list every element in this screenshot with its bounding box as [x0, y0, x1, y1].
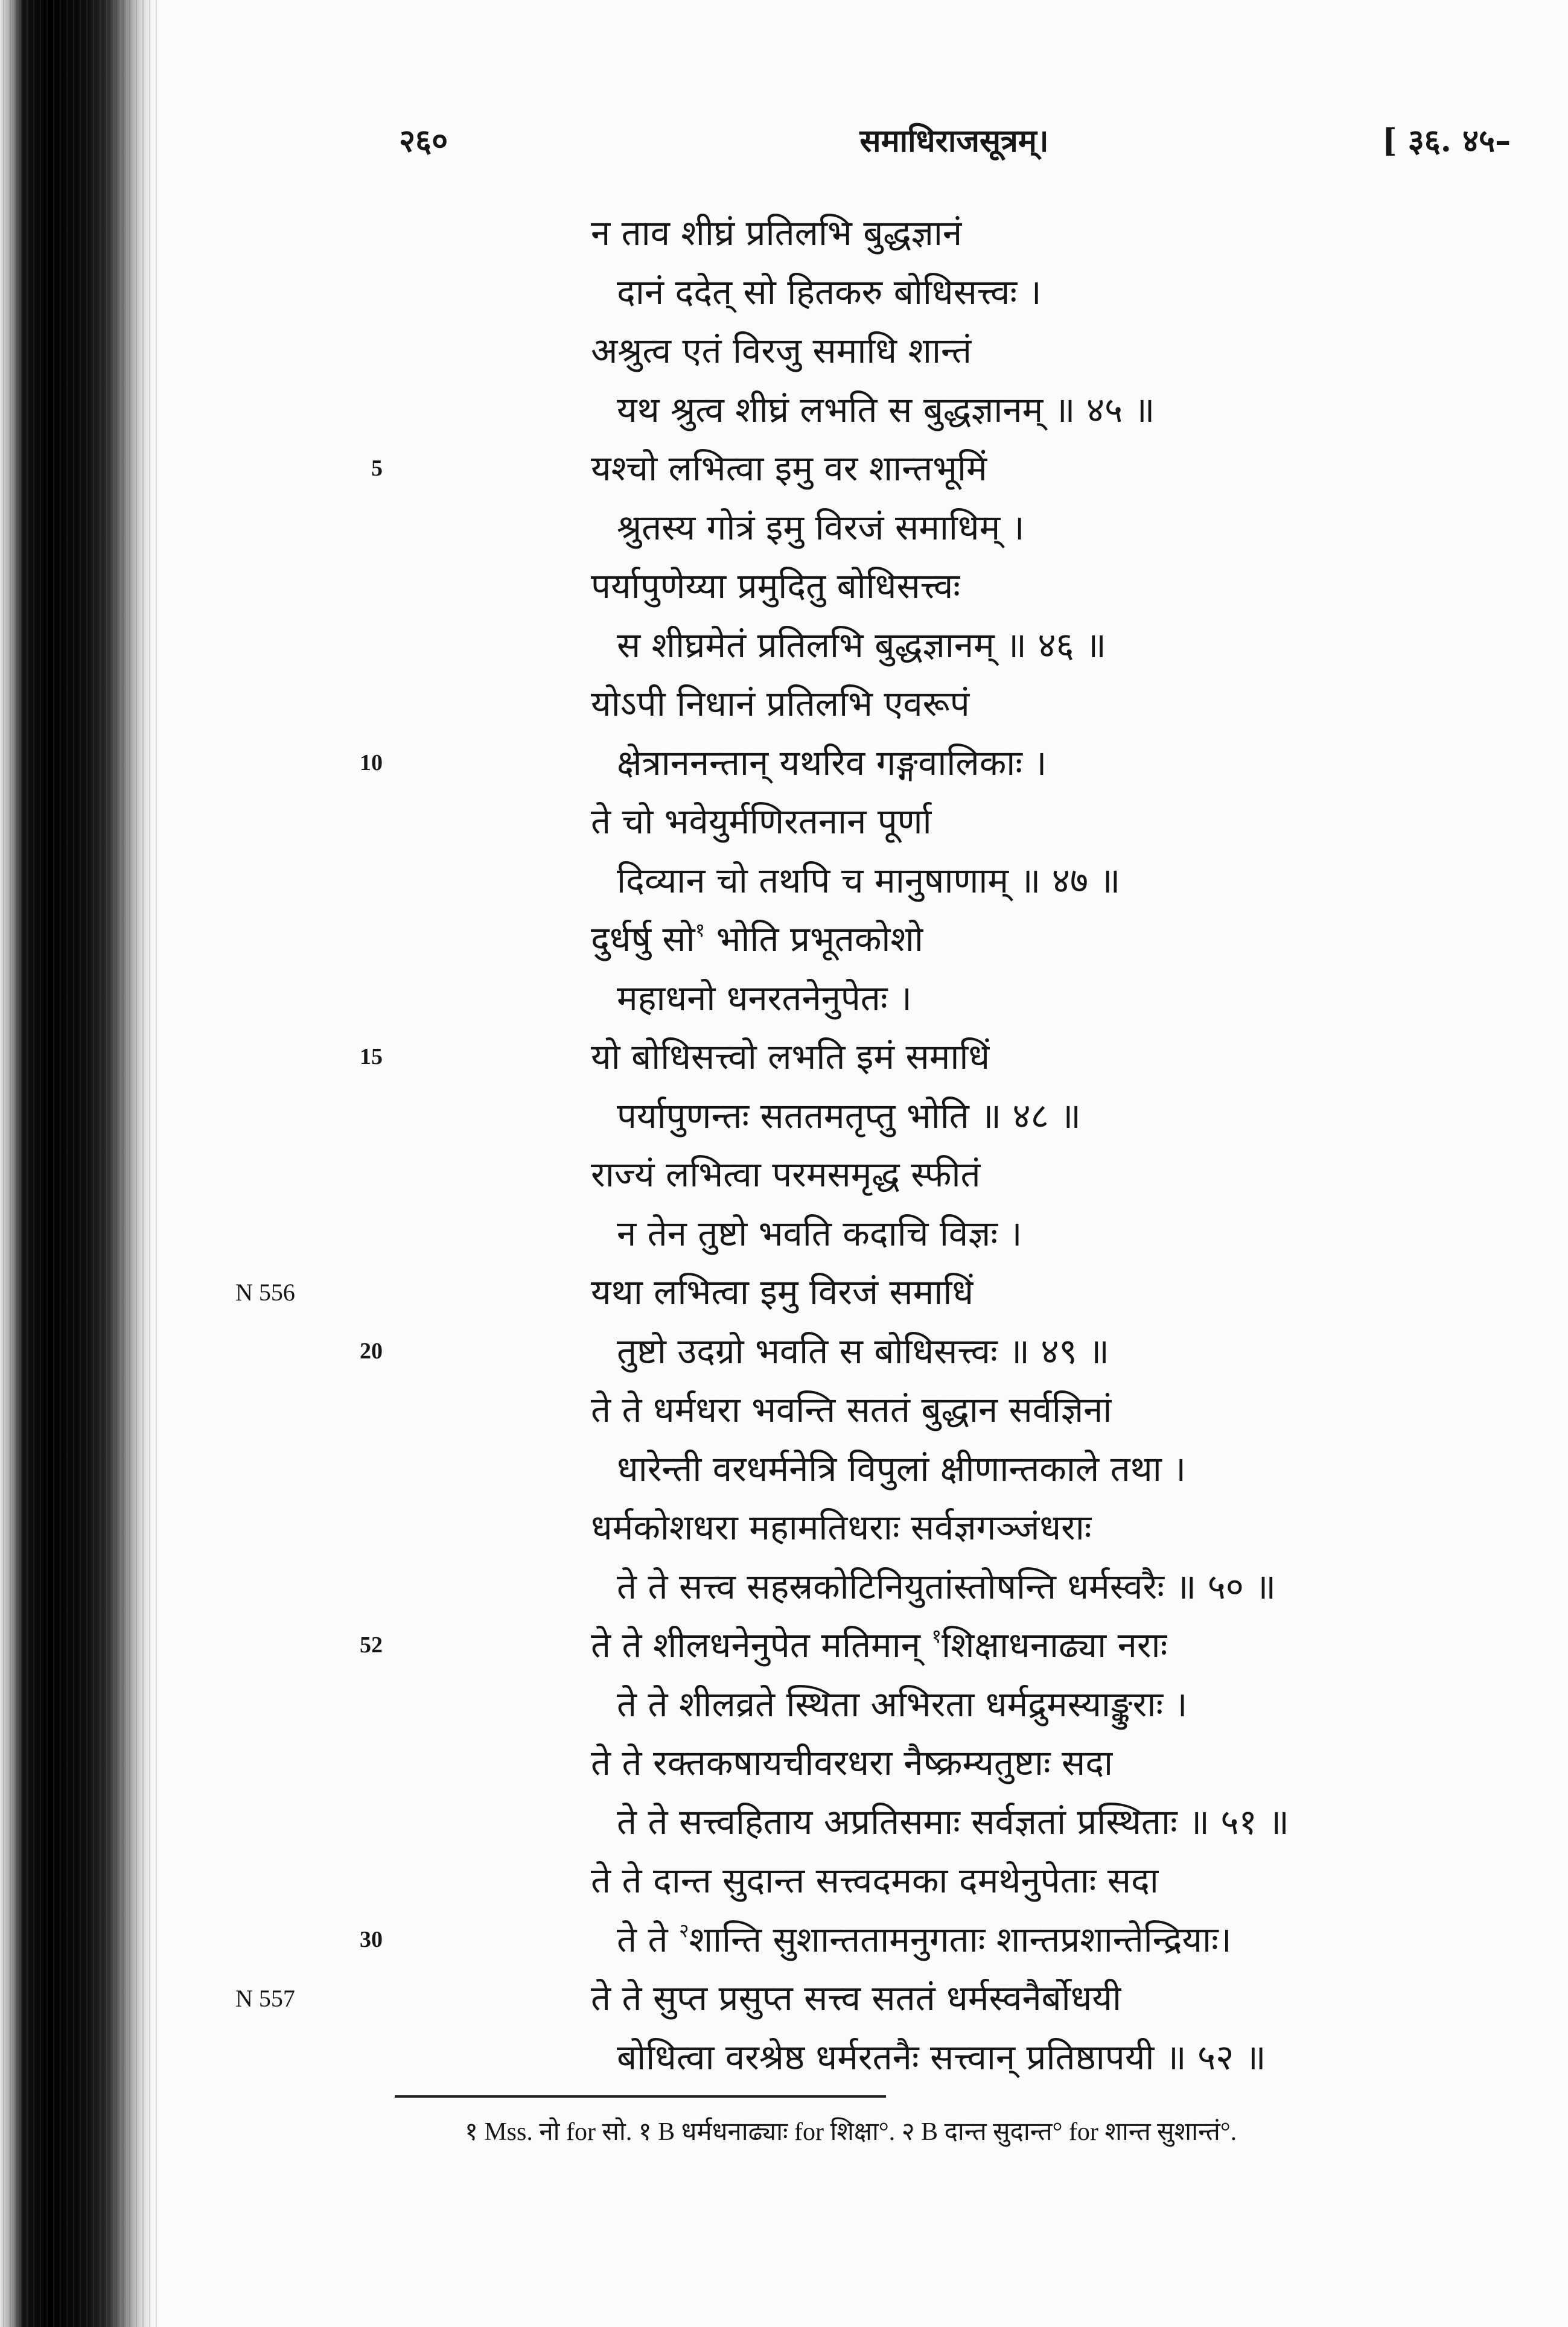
- line-number: 52: [360, 1632, 383, 1658]
- verse-text: दानं ददेत् सो हितकरु बोधिसत्त्वः ।: [617, 271, 1042, 313]
- line-number: 15: [360, 1044, 383, 1069]
- verse-text: यथा लभित्वा इमु विरजं समाधिं: [591, 1272, 974, 1313]
- line-number: 20: [360, 1338, 383, 1364]
- verse-line: [0, 1793, 1568, 1852]
- verse-line: [0, 852, 1568, 911]
- margin-note: N 557: [235, 1985, 295, 2012]
- footnote-marker: १: [695, 918, 706, 942]
- verse-line: [0, 734, 1568, 793]
- verse-text-part: शिक्षाधनाढ्या नराः: [941, 1625, 1168, 1666]
- verse-text-part: भोति प्रभूतकोशो: [705, 918, 923, 960]
- verse-line: [0, 1263, 1568, 1322]
- verse-text: दिव्यान चो तथपि च मानुषाणाम् ॥ ४७ ॥: [617, 859, 1121, 901]
- verse-text: तुष्टो उदग्रो भवति स बोधिसत्त्वः ॥ ४९ ॥: [617, 1330, 1109, 1372]
- verse-text: ते ते धर्मधरा भवन्ति सततं बुद्धान सर्वज्ञिनां: [591, 1389, 1112, 1430]
- line-number: 30: [360, 1926, 383, 1952]
- verse-line: [0, 557, 1568, 616]
- verse-text: ते ते सत्त्व सहस्रकोटिनियुतांस्तोषन्ति धर्मस्वरैः ॥ ५० ॥: [617, 1565, 1276, 1607]
- verse-text: न तेन तुष्टो भवति कदाचि विज्ञः ।: [617, 1212, 1022, 1254]
- verse-line: [0, 1145, 1568, 1205]
- footnote-marker: १: [931, 1625, 942, 1648]
- verse-text: धर्मकोशधरा महामतिधराः सर्वज्ञगञ्जंधराः: [591, 1507, 1092, 1548]
- verse-text: ते ते सुप्त प्रसुप्त सत्त्व सततं धर्मस्वनैर्बोधयी: [591, 1978, 1122, 2019]
- verse-line: [0, 1498, 1568, 1558]
- verse-text: ते ते दान्त सुदान्त सत्त्वदमका दमथेनुपेताः सदा: [591, 1860, 1159, 1901]
- verse-text-part: दुर्धर्षु सो: [591, 918, 695, 960]
- verse-line: [0, 1558, 1568, 1617]
- verse-text: यो बोधिसत्त्वो लभति इमं समाधिं: [591, 1036, 990, 1077]
- verse-line: [0, 2028, 1568, 2087]
- verse-text: पर्यापुणेय्या प्रमुदितु बोधिसत्त्वः: [591, 565, 961, 606]
- footnote-rule: [395, 2095, 886, 2098]
- verse-text-part: ते ते शीलधनेनुपेत मतिमान्: [591, 1625, 932, 1666]
- verse-line: [0, 616, 1568, 675]
- verse-line: [0, 1675, 1568, 1734]
- verse-line: [0, 969, 1568, 1028]
- verse-text: पर्यापुणन्तः सततमतृप्तु भोति ॥ ४८ ॥: [617, 1095, 1081, 1136]
- verse-text: ते ते सत्त्वहिताय अप्रतिसमाः सर्वज्ञतां प्रस्थिताः ॥ ५१ ॥: [617, 1801, 1289, 1842]
- verse-line: [0, 1851, 1568, 1911]
- line-number: 10: [360, 750, 383, 775]
- verse-line: [0, 1205, 1568, 1264]
- footnote: १ Mss. नो for सो. १ B धर्मधनाढ्याः for शिक्षा°. २ B दान्त सुदान्त° for शान्त सुशान्तं°.: [465, 2118, 1237, 2146]
- footnote-marker: २: [679, 1918, 689, 1942]
- verse-line: [0, 1322, 1568, 1381]
- verse-line: [0, 381, 1568, 440]
- verse-text: [591, 1616, 1167, 1675]
- verse-line: [0, 792, 1568, 852]
- verse-text: राज्यं लभित्वा परमसमृद्ध स्फीतं: [591, 1154, 981, 1195]
- verse-text: [617, 1911, 1232, 1970]
- verse-text: [591, 910, 923, 969]
- verse-text: धारेन्ती वरधर्मनेत्रि विपुलां क्षीणान्तकाले तथा ।: [617, 1448, 1187, 1489]
- verse-text-part: शान्ति सुशान्ततामनुगताः शान्तप्रशान्तेन्द्रियाः।: [689, 1918, 1232, 1960]
- margin-note: N 556: [235, 1279, 295, 1306]
- verse-line: [0, 675, 1568, 734]
- verse-text: ते चो भवेयुर्मणिरतनान पूर्णा: [591, 801, 932, 842]
- verse-line: [0, 439, 1568, 498]
- verse-text: बोधित्वा वरश्रेष्ठ धर्मरतनैः सत्त्वान् प्रतिष्ठापयी ॥ ५२ ॥: [617, 2036, 1266, 2078]
- verse-line: [0, 1911, 1568, 1970]
- verse-text: महाधनो धनरतनेनुपेतः ।: [617, 977, 912, 1019]
- verse-line: [0, 910, 1568, 969]
- verse-line: [0, 322, 1568, 381]
- verse-text: ते ते शीलव्रते स्थिता अभिरता धर्मद्रुमस्याङ्कुराः ।: [617, 1683, 1188, 1725]
- line-number: 5: [371, 456, 383, 481]
- verse-line: [0, 1969, 1568, 2028]
- verse-line: [0, 1028, 1568, 1087]
- verse-text-part: ते ते: [617, 1918, 679, 1960]
- verse-line: [0, 498, 1568, 558]
- running-title: समाधिराजसूत्रम्।: [859, 123, 1049, 159]
- section-reference: [ ३६. ४५–: [1382, 123, 1511, 159]
- verse-text: ते ते रक्तकषायचीवरधरा नैष्क्रम्यतुष्टाः सदा: [591, 1742, 1114, 1783]
- verse-text: अश्रुत्व एतं विरजु समाधि शान्तं: [591, 330, 972, 371]
- verse-text: क्षेत्राननन्तान् यथरिव गङ्गवालिकाः ।: [617, 742, 1047, 783]
- verse-line: [0, 1381, 1568, 1440]
- verse-text: स शीघ्रमेतं प्रतिलभि बुद्धज्ञानम् ॥ ४६ ॥: [617, 624, 1106, 666]
- verse-block: [0, 204, 1568, 2087]
- page-number: २६०: [399, 123, 448, 159]
- verse-text: यश्चो लभित्वा इमु वर शान्तभूमिं: [591, 448, 987, 489]
- verse-line: [0, 1616, 1568, 1675]
- verse-line: [0, 1087, 1568, 1146]
- verse-text: योऽपी निधानं प्रतिलभि एवरूपं: [591, 683, 970, 724]
- verse-text: यथ श्रुत्व शीघ्रं लभति स बुद्धज्ञानम् ॥ ४५ ॥: [617, 389, 1155, 430]
- verse-text: न ताव शीघ्रं प्रतिलभि बुद्धज्ञानं: [591, 212, 963, 253]
- verse-line: [0, 1734, 1568, 1793]
- verse-line: [0, 1440, 1568, 1499]
- verse-line: [0, 263, 1568, 322]
- verse-text: श्रुतस्य गोत्रं इमु विरजं समाधिम् ।: [617, 506, 1025, 548]
- verse-line: [0, 204, 1568, 263]
